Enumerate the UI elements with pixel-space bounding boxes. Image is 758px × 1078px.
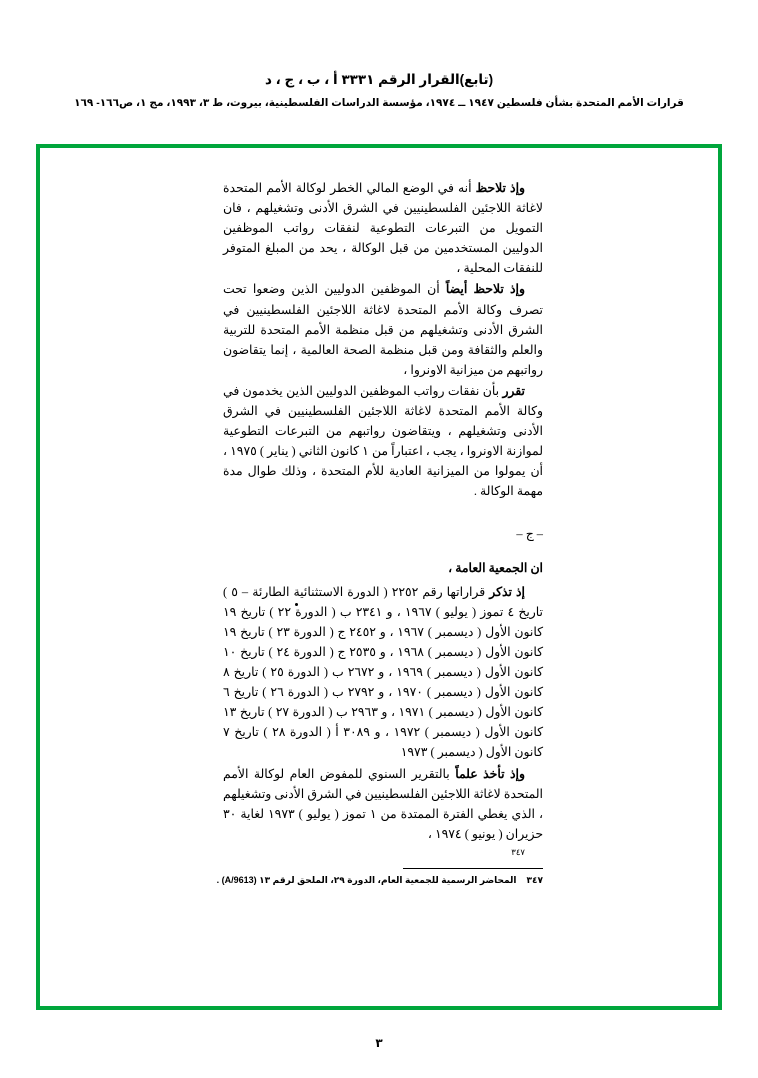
footnote-line <box>213 875 543 886</box>
paragraph-4 <box>223 582 543 763</box>
paragraph-5-lead: وإذ تأخذ علماً <box>455 766 525 781</box>
paragraph-3-text: بأن نفقات رواتب الموظفين الدوليين الذين يخدمون في وكالة الأمم المتحدة لاغاثة اللاجئين الفلسطينيين في الشرق الأدنى وتشغيلهم ، ويتقاضون رواتبهم من التبرعات التطوعية لموازنة الاونروا ، يجب ، اعتباراً من ١ كانون الثاني ( يناير ) ١٩٧٥ ، أن يمولوا من الميزانية العادية للأم المتحدة ، وذلك طوال مدة مهمة الوكالة . <box>223 383 543 499</box>
section-divider: – ج – <box>516 526 543 541</box>
document-body <box>223 178 543 860</box>
paragraph-3 <box>223 381 543 502</box>
paragraph-3-lead: تقرر <box>502 383 525 398</box>
footnote-reference: ٣٤٧ <box>511 846 525 857</box>
paragraph-2-lead: وإذ تلاحظ أيضاً <box>445 282 525 297</box>
page-header <box>0 72 758 109</box>
paragraph-4-lead: إذ تذكر <box>489 584 525 599</box>
footnote-text: المحاضر الرسمية للجمعية العام، الدورة ٢٩، الملحق لرقم ١٣ (A/9613) . <box>216 875 517 885</box>
paragraph-5 <box>223 764 543 860</box>
paragraph-1-lead: وإذ تلاحظ <box>475 181 525 195</box>
paragraph-1-text: أنه في الوضع المالي الخطر لوكالة الأمم المتحدة لاغاثة اللاجئين الفلسطينيين في الشرق الأدنى وتشغيلهم ، فان التمويل من التبرعات التطوعية لنفقات رواتب الموظفين الدوليين المستخدمين من قبل الوكالة ، يحد من المبلغ المتوفر للنفقات المحلية ، <box>223 181 543 276</box>
page-number: ٣ <box>375 1036 383 1050</box>
page-title: (تابع)القرار الرقم ٣٣٣١ أ ، ب ، ج ، د <box>264 72 494 87</box>
paragraph-5-text: بالتقرير السنوي للمفوض العام لوكالة الأمم المتحدة لاغاثة اللاجئين الفلسطينيين في الشرق الأدنى وتشغيلهم ، الذي يغطي الفترة الممتدة من ١ تموز ( يوليو ) ١٩٧٣ لغاية ٣٠ حزيران ( يونيو ) ١٩٧٤ ، <box>223 766 543 841</box>
paragraph-2-text: أن الموظفين الدوليين الذين وضعوا تحت تصرف وكالة الأمم المتحدة لاغاثة اللاجئين الفلسطينيين في الشرق الأدنى وتشغيلهم من قبل منظمة الأمم المتحدة للتربية والعلم والثقافة ومن قبل منظمة الصحة العالمية ، إنما يتقاضون رواتبهم من ميزانية الاونروا ، <box>223 282 543 377</box>
page-source-line: قرارات الأمم المتحدة بشأن فلسطين ١٩٤٧ ــ ١٩٧٤، مؤسسة الدراسات الفلسطينية، بيروت، ط ٣، ١٩٩٣، مج ١، ص١٦٦- ١٦٩ <box>74 97 684 109</box>
footnote-number: ٣٤٧ <box>526 875 543 885</box>
paragraph-2 <box>223 279 543 379</box>
green-content-frame <box>36 144 722 1010</box>
footnote-divider <box>403 868 543 869</box>
paragraph-1 <box>223 178 543 278</box>
assembly-heading: ان الجمعية العامة ، <box>448 560 543 575</box>
footnote-block <box>213 868 543 886</box>
paragraph-4-text: قراراتها رقم ٢٢٥٢ ( الدورة الاستثنائية الطارئة – ٥ ) تاريخ ٤ تموز ( يوليو ) ١٩٦٧ ، و ٢٣٤١ ب ( الدورة ٢٢ ) تاريخ ١٩ كانون الأول ( ديسمبر ) ١٩٦٧ ، و ٢٤٥٢ ج ( الدورة ٢٣ ) تاريخ ١٩ كانون الأول ( ديسمبر ) ١٩٦٨ ، و ٢٥٣٥ ج ( الدورة ٢٤ ) تاريخ ١٠ كانون الأول ( ديسمبر ) ١٩٦٩ ، و ٢٦٧٢ ب ( الدورة ٢٥ ) تاريخ ٨ كانون الأول ( ديسمبر ) ١٩٧٠ ، و ٢٧٩٢ ب ( الدورة ٢٦ ) تاريخ ٦ كانون الأول ( ديسمبر ) ١٩٧١ ، و ٢٩٦٣ ب ( الدورة ٢٧ ) تاريخ ١٣ كانون الأول ( ديسمبر ) ١٩٧٢ ، و ٣٠٨٩ أ ( الدورة ٢٨ ) تاريخ ٧ كانون الأول ( ديسمبر ) ١٩٧٣ <box>223 584 544 760</box>
